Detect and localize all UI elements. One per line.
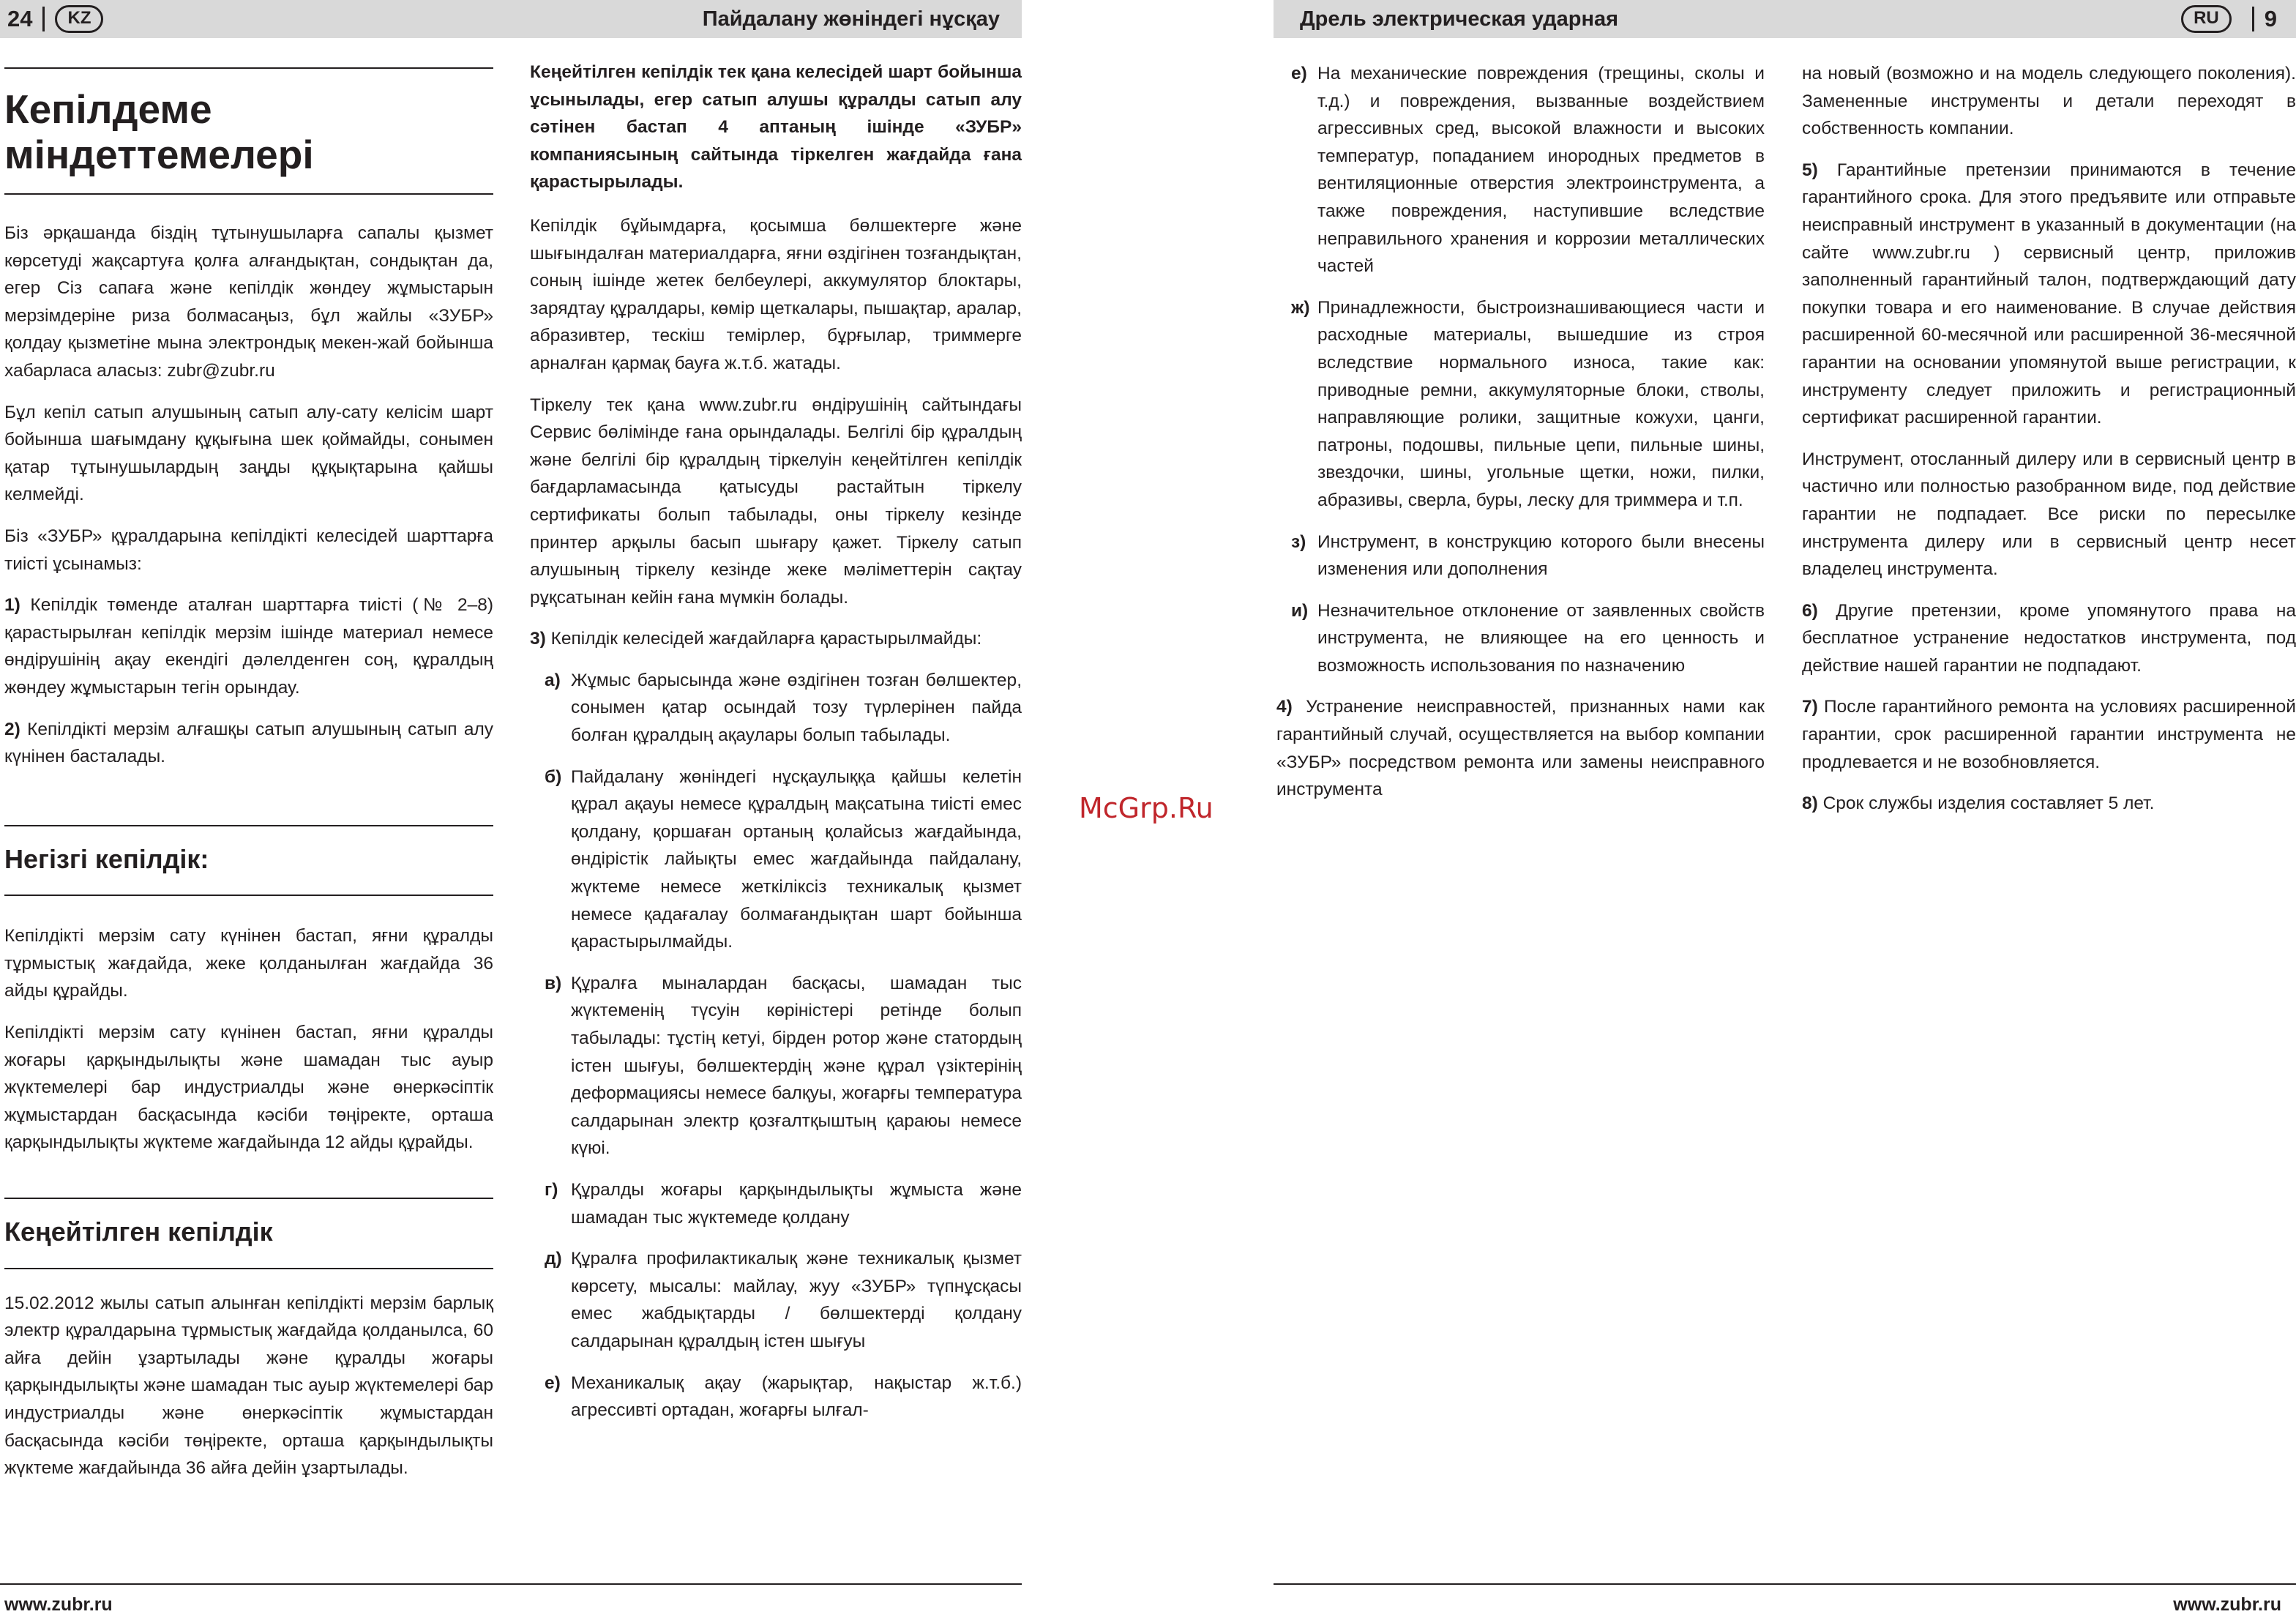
exclusion-list bbox=[1276, 60, 1765, 679]
paragraph: 5) Гарантийные претензии принимаются в течение гарантийного срока. Для этого предъявите или отправьте неисправный инструмент в указанный в документации (на сайте www.zubr.ru ) сервисный центр, приложив заполненный гарантийный талон, подтверждающий дату покупки товара и его наименование. В случае действия расширенной 60-месячной или расширенной 36-месячной гарантии на основании упомянутой выше регистрации, к инструменту следует приложить и регистрационный сертификат расширенной гарантии. bbox=[1802, 160, 2296, 428]
list-item: е) На механические повреждения (трещины, сколы и т.д.) и повреждения, вызванные воздействием агрессивных сред, высокой влажности и высоких температур, попаданием инородных предметов в вентиляционные отверстия электроинструмента, а также повреждения, наступившие вследствие неправильного хранения и коррозии металлических частей bbox=[1291, 64, 1765, 277]
header-divider bbox=[2252, 7, 2254, 31]
list-item: и) Незначительное отклонение от заявленных свойств инструмента, не влияющее на его ценность и возможность использования по назначению bbox=[1291, 600, 1765, 676]
exclusion-list bbox=[530, 667, 1022, 1424]
paragraph: 2) Кепілдікті мерзім алғашқы сатып алушының сатып алу күнінен басталады. bbox=[4, 719, 493, 767]
header-divider bbox=[42, 7, 45, 31]
paragraph: Инструмент, отосланный дилеру или в сервисный центр в частично или полностью разобранном виде, под действие гарантии не подпадает. Все риски по пересылке инструмента дилеру или в сервисный центр несет владелец инструмента. bbox=[1802, 449, 2296, 580]
list-item: а) Жұмыс барысында және өздігінен тозған бөлшектер, сонымен қатар осындай тозу түрлерінен пайда болған құралдың ақаулары болып табылады. bbox=[545, 670, 1022, 746]
right-header-title: Дрель электрическая ударная bbox=[1300, 7, 1619, 31]
title-rule-bottom bbox=[4, 193, 493, 195]
paragraph: 3) Кепілдік келесідей жағдайларға қарастырылмайды: bbox=[530, 629, 982, 649]
right-column-2 bbox=[1802, 60, 2296, 832]
intro-paragraph: Біз әрқашанда біздің тұтынушыларға сапалы қызмет көрсетуді жақсартуға қолға алғандықтан, сондықтан да, егер Сіз сапаға және кепілдік жөндеу жұмыстарын мерзімдеріне риза болмасаңыз, бұл жайлы «ЗУБР» қолдау қызметіне мына электрондық мекен-жай бойынша хабарласа аласыз: zubr@zubr.ru bbox=[4, 223, 493, 381]
paragraph: Кепілдікті мерзім сату күнінен бастап, яғни құралды жоғары қарқындылықты және шамадан тыс ауыр жүктемелері бар индустриалды және өнеркәсіптік жұмыстардан басқасында кәсіби төңіректе, орташа қарқындылықты жүктеме жағдайында 12 айды құрайды. bbox=[4, 1023, 493, 1153]
footer-rule bbox=[1274, 1583, 2296, 1585]
title-rule bbox=[4, 67, 493, 69]
right-page bbox=[1274, 0, 2296, 1617]
watermark: McGrp.Ru bbox=[1079, 792, 1214, 824]
left-page bbox=[0, 0, 1025, 1617]
left-header bbox=[0, 0, 1022, 38]
right-column-1 bbox=[1276, 60, 1765, 818]
left-page-number: 24 bbox=[7, 6, 33, 31]
paragraph: Кепілдікті мерзім сату күнінен бастап, яғни құралды тұрмыстық жағдайда, жеке қолданылған жағдайда 36 айды құрайды. bbox=[4, 926, 493, 1001]
right-page-number: 9 bbox=[2264, 6, 2277, 31]
left-column-1 bbox=[4, 51, 493, 1496]
paragraph: на новый (возможно и на модель следующего поколения). Замененные инструменты и детали переходят в собственность компании. bbox=[1802, 64, 2296, 139]
paragraph: 4) Устранение неисправностей, признанных нами как гарантийный случай, осуществляется на выбор компании «ЗУБР» посредством ремонта или замены неисправного инструмента bbox=[1276, 697, 1765, 800]
paragraph: 7) После гарантийного ремонта на условиях расширенной гарантии, срок расширенной гарантии инструмента не продлевается и не возобновляется. bbox=[1802, 697, 2296, 772]
paragraph: 6) Другие претензии, кроме упомянутого права на бесплатное устранение недостатков инструмента, под действие нашей гарантии не подпадают. bbox=[1802, 600, 2296, 676]
lang-badge-ru: RU bbox=[2181, 5, 2232, 33]
paragraph: Кепілдік бұйымдарға, қосымша бөлшектерге және шығындалған материалдарға, яғни өздігінен тозғандықтан, соның ішінде жетек белбеулері, аккумулятор блоктары, зарядтау құралдары, көмір щеткалары, пышақтар, аралар, абразивтер, тескіш темірлер, бұрғылар, триммерге арналған қармақ бауға ж.т.б. жатады. bbox=[530, 215, 1022, 373]
list-item: б) Пайдалану жөніндегі нұсқаулыққа қайшы келетін құрал ақауы немесе құралдың мақсатына тиісті емес қолдану, қоршаған ортаның қолайсыз жағдайында, өндірістік лайықты емес жағдайында пайдалану, жүктеме немесе жеткіліксіз техникалық қызмет немесе қадағалау болмағандықтан шарт бойынша қарастырылмайды. bbox=[545, 766, 1022, 952]
paragraph: 8) Срок службы изделия составляет 5 лет. bbox=[1802, 793, 2155, 814]
section-heading-basic: Негізгі кепілдік: bbox=[4, 843, 209, 874]
paragraph: Тіркелу тек қана www.zubr.ru өндірушінің сайтындағы Сервис бөлімінде ғана орындалады. Белгілі бір құралдың және белгілі бір құралдың тіркелуін кеңейтілген кепілдік бағдарламасында қатысуды растайтын тіркелу сертификаты болып табылады, оны тіркелу кезінде принтер арқылы басып шығару қажет. Тіркелу сатып алушының тіркелу кезінде жеке мәліметтерін сақтау рұқсатынан кейін ғана мүмкін болады. bbox=[530, 395, 1022, 608]
footer-link[interactable]: www.zubr.ru bbox=[4, 1594, 113, 1615]
list-item: в) Құралға мыналардан басқасы, шамадан тыс жүктеменің түсуін көріністері ретінде болып табылады: тұстің кетуі, бірден ротор және статордың істен шығуы, бөлшектердің және құрал үзіктерінің деформациясы немесе балқуы, жоғарғы температура салдарынан электр қозғалтқыштың қараюы немесе күюі. bbox=[545, 973, 1022, 1159]
list-item: ж) Принадлежности, быстроизнашивающиеся части и расходные материалы, вышедшие из строя вследствие нормального износа, такие как: приводные ремни, аккумуляторные блоки, стволы, направляющие ролики, защитные кожухи, цанги, патроны, подошвы, пильные цепи, пильные шины, звездочки, шины, угольные щетки, ножи, пилки, абразивы, сверла, буры, леску для триммера и т.п. bbox=[1291, 297, 1765, 510]
lang-badge-kz: KZ bbox=[55, 5, 103, 33]
section-rule bbox=[4, 1268, 493, 1269]
right-header bbox=[1274, 0, 2296, 38]
list-item: е) Механикалық ақау (жарықтар, нақыстар ж.т.б.) агрессивті ортадан, жоғарғы ылғал- bbox=[545, 1373, 1022, 1421]
footer-rule bbox=[0, 1583, 1022, 1585]
left-header-title: Пайдалану жөніндегі нұсқау bbox=[702, 7, 1000, 31]
list-item: г) Құралды жоғары қарқындылықты жұмыста және шамадан тыс жүктемеде қолдану bbox=[545, 1179, 1022, 1228]
page-title: Кепілдеме міндеттемелері bbox=[4, 86, 314, 177]
paragraph: Біз «ЗУБР» құралдарына кепілдікті келесідей шарттарға тиісті ұсынамыз: bbox=[4, 526, 493, 574]
section-heading-extended: Кеңейтілген кепілдік bbox=[4, 1217, 273, 1247]
extended-warranty-note: Кеңейтілген кепілдік тек қана келесідей шарт бойынша ұсынылады, егер сатып алушы құралды сатып алу сәтінен бастап 4 аптаның ішінде «ЗУБР» компаниясының сайтында тіркелген жағдайда ғана қарастырылады. bbox=[530, 62, 1022, 193]
list-item: д) Құралға профилактикалық және техникалық қызмет көрсету, мысалы: майлау, жуу «ЗУБР» түпнұсқасы емес жабдықтарды / бөлшектерді қолдану салдарынан құралдың істен шығуы bbox=[545, 1249, 1022, 1351]
paragraph: Бұл кепіл сатып алушының сатып алу-сату келісім шарт бойынша шағымдану құқығына шек қоймайды, сонымен қатар тұтынушылардың заңды құқықтарына қайшы келмейді. bbox=[4, 402, 493, 505]
section-rule bbox=[4, 895, 493, 896]
list-item: з) Инструмент, в конструкцию которого были внесены изменения или дополнения bbox=[1291, 531, 1765, 580]
left-column-2 bbox=[530, 59, 1022, 1438]
footer-link[interactable]: www.zubr.ru bbox=[2173, 1594, 2281, 1615]
paragraph: 1) Кепілдік төменде аталған шарттарға тиісті (№ 2–8) қарастырылған кепілдік мерзім ішінде материал немесе өндірушінің ақау екендігі дәлелденген соң, құралдың жөндеу жұмыстарын тегін орындау. bbox=[4, 595, 494, 698]
paragraph: 15.02.2012 жылы сатып алынған кепілдікті мерзім барлық электр құралдарына тұрмыстық жағдайда қолданылса, 60 айға дейін ұзартылады және құралды жоғары қарқындылықты және шамадан тыс ауыр жүктемелері бар индустриалды және өнеркәсіптік жұмыстардан басқасында кәсіби төңіректе, орташа қарқындылықты жүктеме жағдайында 36 айға дейін ұзартылады. bbox=[4, 1293, 493, 1479]
